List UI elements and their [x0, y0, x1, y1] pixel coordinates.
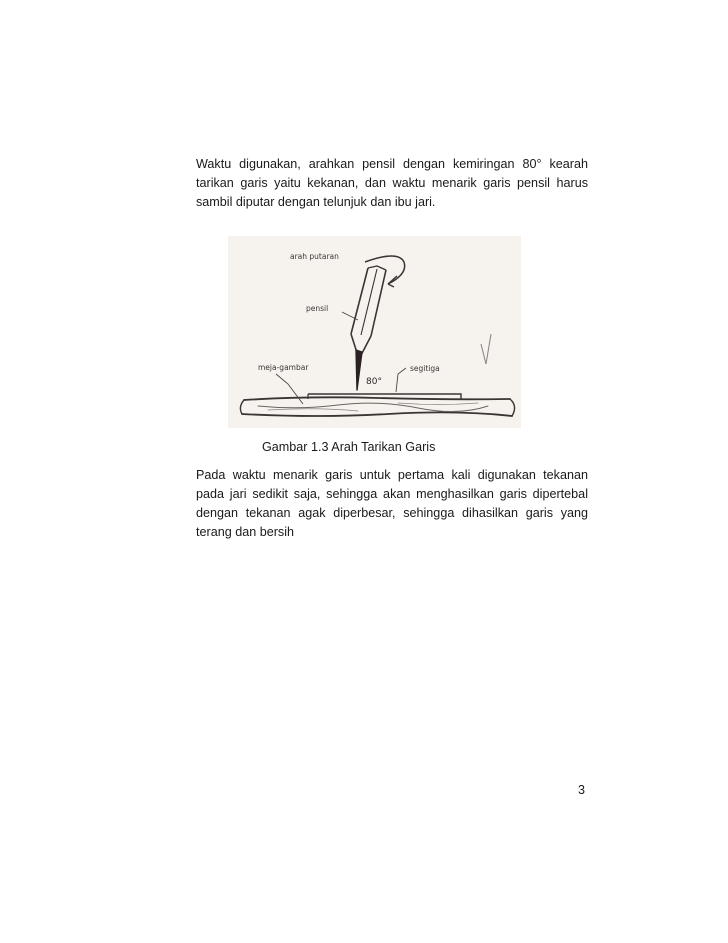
drawing-table — [240, 397, 514, 416]
paragraph-1: Waktu digunakan, arahkan pensil dengan kemiringan 80° kearah tarikan garis yaitu kekanan, dan waktu menarik garis pensil harus sambil diputar dengan telunjuk dan ibu jari. — [196, 157, 588, 209]
label-angle: 80° — [366, 377, 382, 387]
page-number: 3 — [578, 783, 586, 797]
label-pensil: pensil — [306, 304, 329, 313]
rotation-arrow — [365, 256, 405, 287]
pencil — [351, 266, 386, 390]
label-arah-putaran: arah putaran — [290, 252, 339, 261]
paragraph-2: Pada waktu menarik garis untuk pertama kali digunakan tekanan pada jari sedikit saja, sehingga akan menghasilkan garis dipertebal dengan tekanan agak diperbesar, sehingga dihasilkan garis yang terang dan bersih — [196, 468, 588, 539]
label-meja-gambar: meja-gambar — [258, 363, 309, 372]
figure-pencil-direction — [228, 236, 521, 428]
label-segitiga: segitiga — [410, 364, 440, 373]
check-mark-icon — [481, 334, 491, 364]
leader-lines — [276, 312, 406, 404]
pencil-illustration — [228, 236, 521, 428]
figure-caption: Gambar 1.3 Arah Tarikan Garis — [262, 440, 436, 454]
